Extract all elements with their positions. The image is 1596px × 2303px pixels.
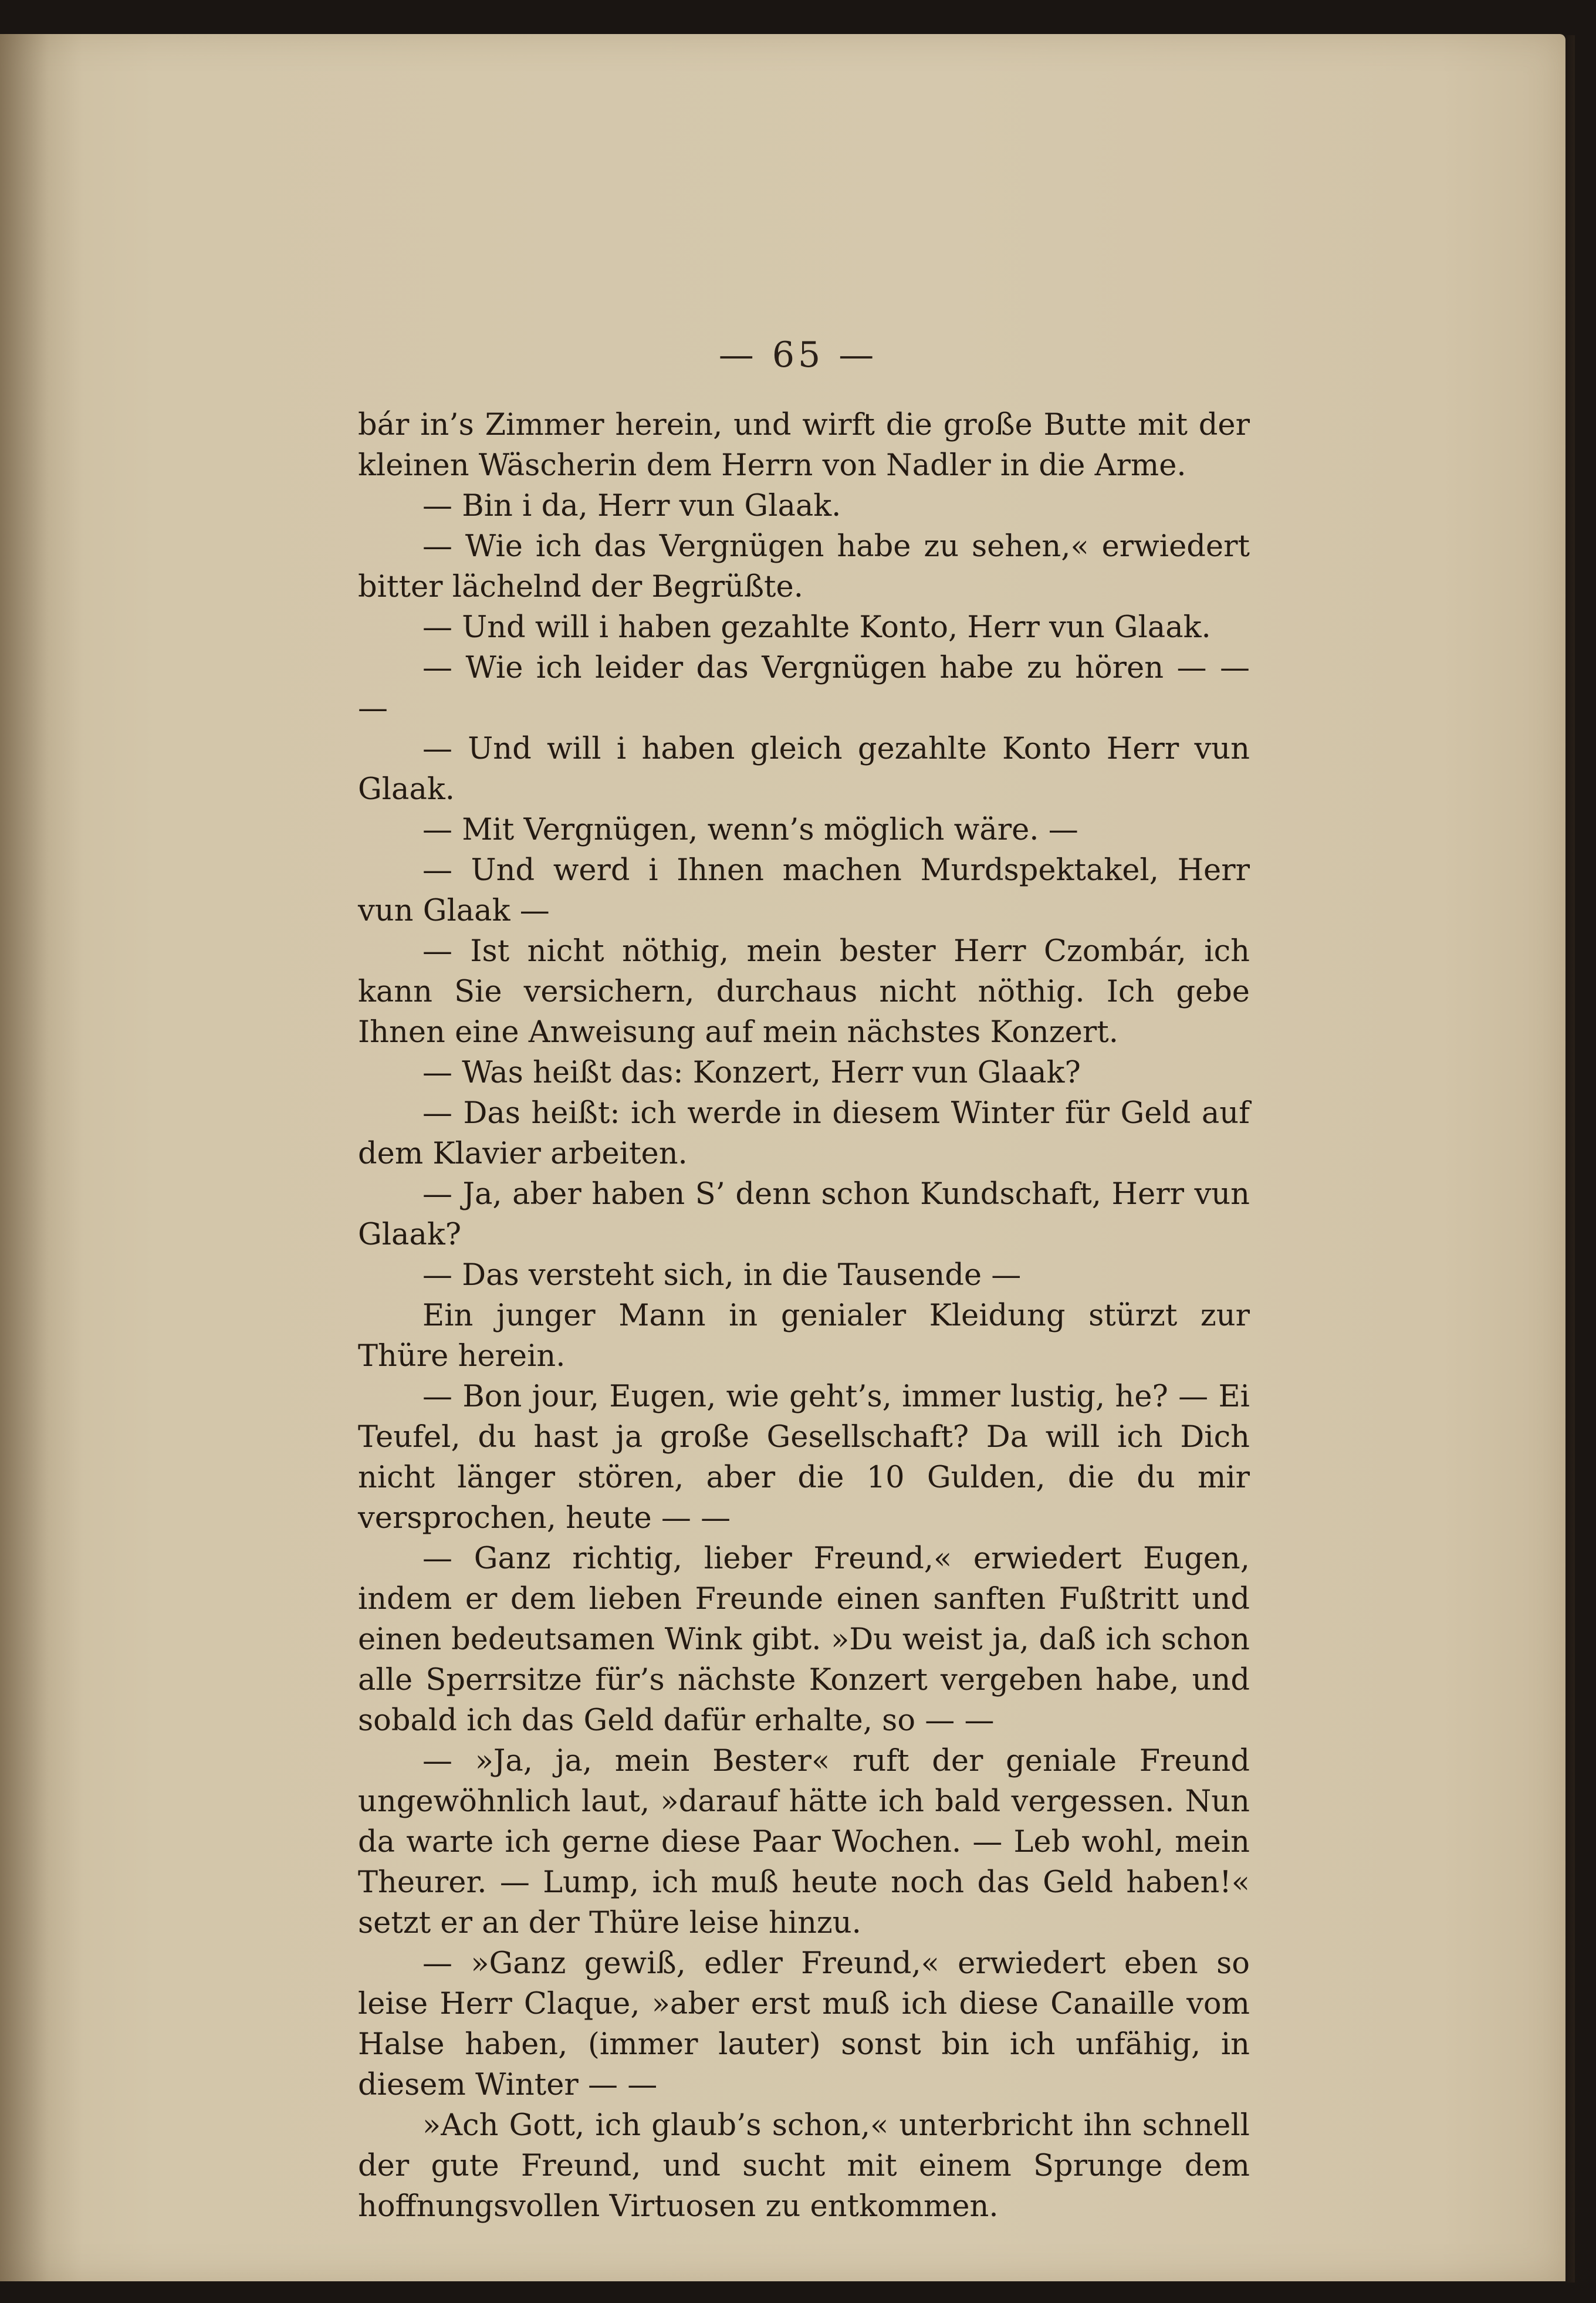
paragraph: — Wie ich leider das Vergnügen habe zu hören — — — — [358, 651, 1250, 726]
paragraph: — Wie ich das Vergnügen habe zu sehen,« erwiedert bitter lächelnd der Begrüßte. — [358, 529, 1250, 604]
paragraph: — »Ganz gewiß, edler Freund,« erwiedert eben so leise Herr Claque, »aber erst muß ich diese Canaille vom Halse haben, (immer lauter) sonst bin ich unfähig, in diesem Winter — — — [358, 1946, 1250, 2102]
paragraph: — Bon jour, Eugen, wie geht’s, immer lustig, he? — Ei Teufel, du hast ja große Gesellschaft? Da will ich Dich nicht länger stören, aber die 10 Gulden, die du mir versprochen, heute — — — [358, 1379, 1250, 1536]
page-number: — 65 — — [718, 334, 878, 376]
paragraph: — Das heißt: ich werde in diesem Winter für Geld auf dem Klavier arbeiten. — [358, 1096, 1250, 1171]
paragraph: bár in’s Zimmer herein, und wirft die große Butte mit der kleinen Wäscherin dem Herrn von Nadler in die Arme. — [358, 408, 1250, 483]
paragraph: — Ist nicht nöthig, mein bester Herr Czombár, ich kann Sie versichern, durchaus nicht nöthig. Ich gebe Ihnen eine Anweisung auf mein nächstes Konzert. — [358, 934, 1250, 1050]
paragraph: — Ganz richtig, lieber Freund,« erwiedert Eugen, indem er dem lieben Freunde einen sanften Fußtritt und einen bedeutsamen Wink gibt. »Du weist ja, daß ich schon alle Sperrsitze für’s nächste Konzert vergeben habe, und sobald ich das Geld dafür erhalte, so — — — [358, 1541, 1250, 1738]
paragraph: — Ja, aber haben S’ denn schon Kundschaft, Herr vun Glaak? — [358, 1177, 1250, 1252]
paragraph: — Und will i haben gezahlte Konto, Herr vun Glaak. — [422, 610, 1211, 645]
paragraph: — Was heißt das: Konzert, Herr vun Glaak? — [422, 1056, 1081, 1090]
paragraph: Ein junger Mann in genialer Kleidung stürzt zur Thüre herein. — [358, 1298, 1250, 1374]
paragraph: — Das versteht sich, in die Tausende — — [422, 1258, 1022, 1293]
paragraph: — Und will i haben gleich gezahlte Konto Herr vun Glaak. — [358, 732, 1250, 807]
paragraph: »Ach Gott, ich glaub’s schon,« unterbricht ihn schnell der gute Freund, und sucht mit einem Sprunge dem hoffnungsvollen Virtuosen zu entkommen. — [358, 2108, 1250, 2224]
paragraph: — Und werd i Ihnen machen Murdspektakel, Herr vun Glaak — — [358, 853, 1250, 928]
paragraph: — Mit Vergnügen, wenn’s möglich wäre. — — [422, 813, 1078, 847]
paragraph: — Bin i da, Herr vun Glaak. — [422, 489, 841, 523]
body-text — [358, 405, 1250, 2227]
paragraph: — »Ja, ja, mein Bester« ruft der geniale Freund ungewöhnlich laut, »darauf hätte ich bald vergessen. Nun da warte ich gerne diese Paar Wochen. — Leb wohl, mein Theurer. — Lump, ich muß heute noch das Geld haben!« setzt er an der Thüre leise hinzu. — [358, 1744, 1250, 1940]
